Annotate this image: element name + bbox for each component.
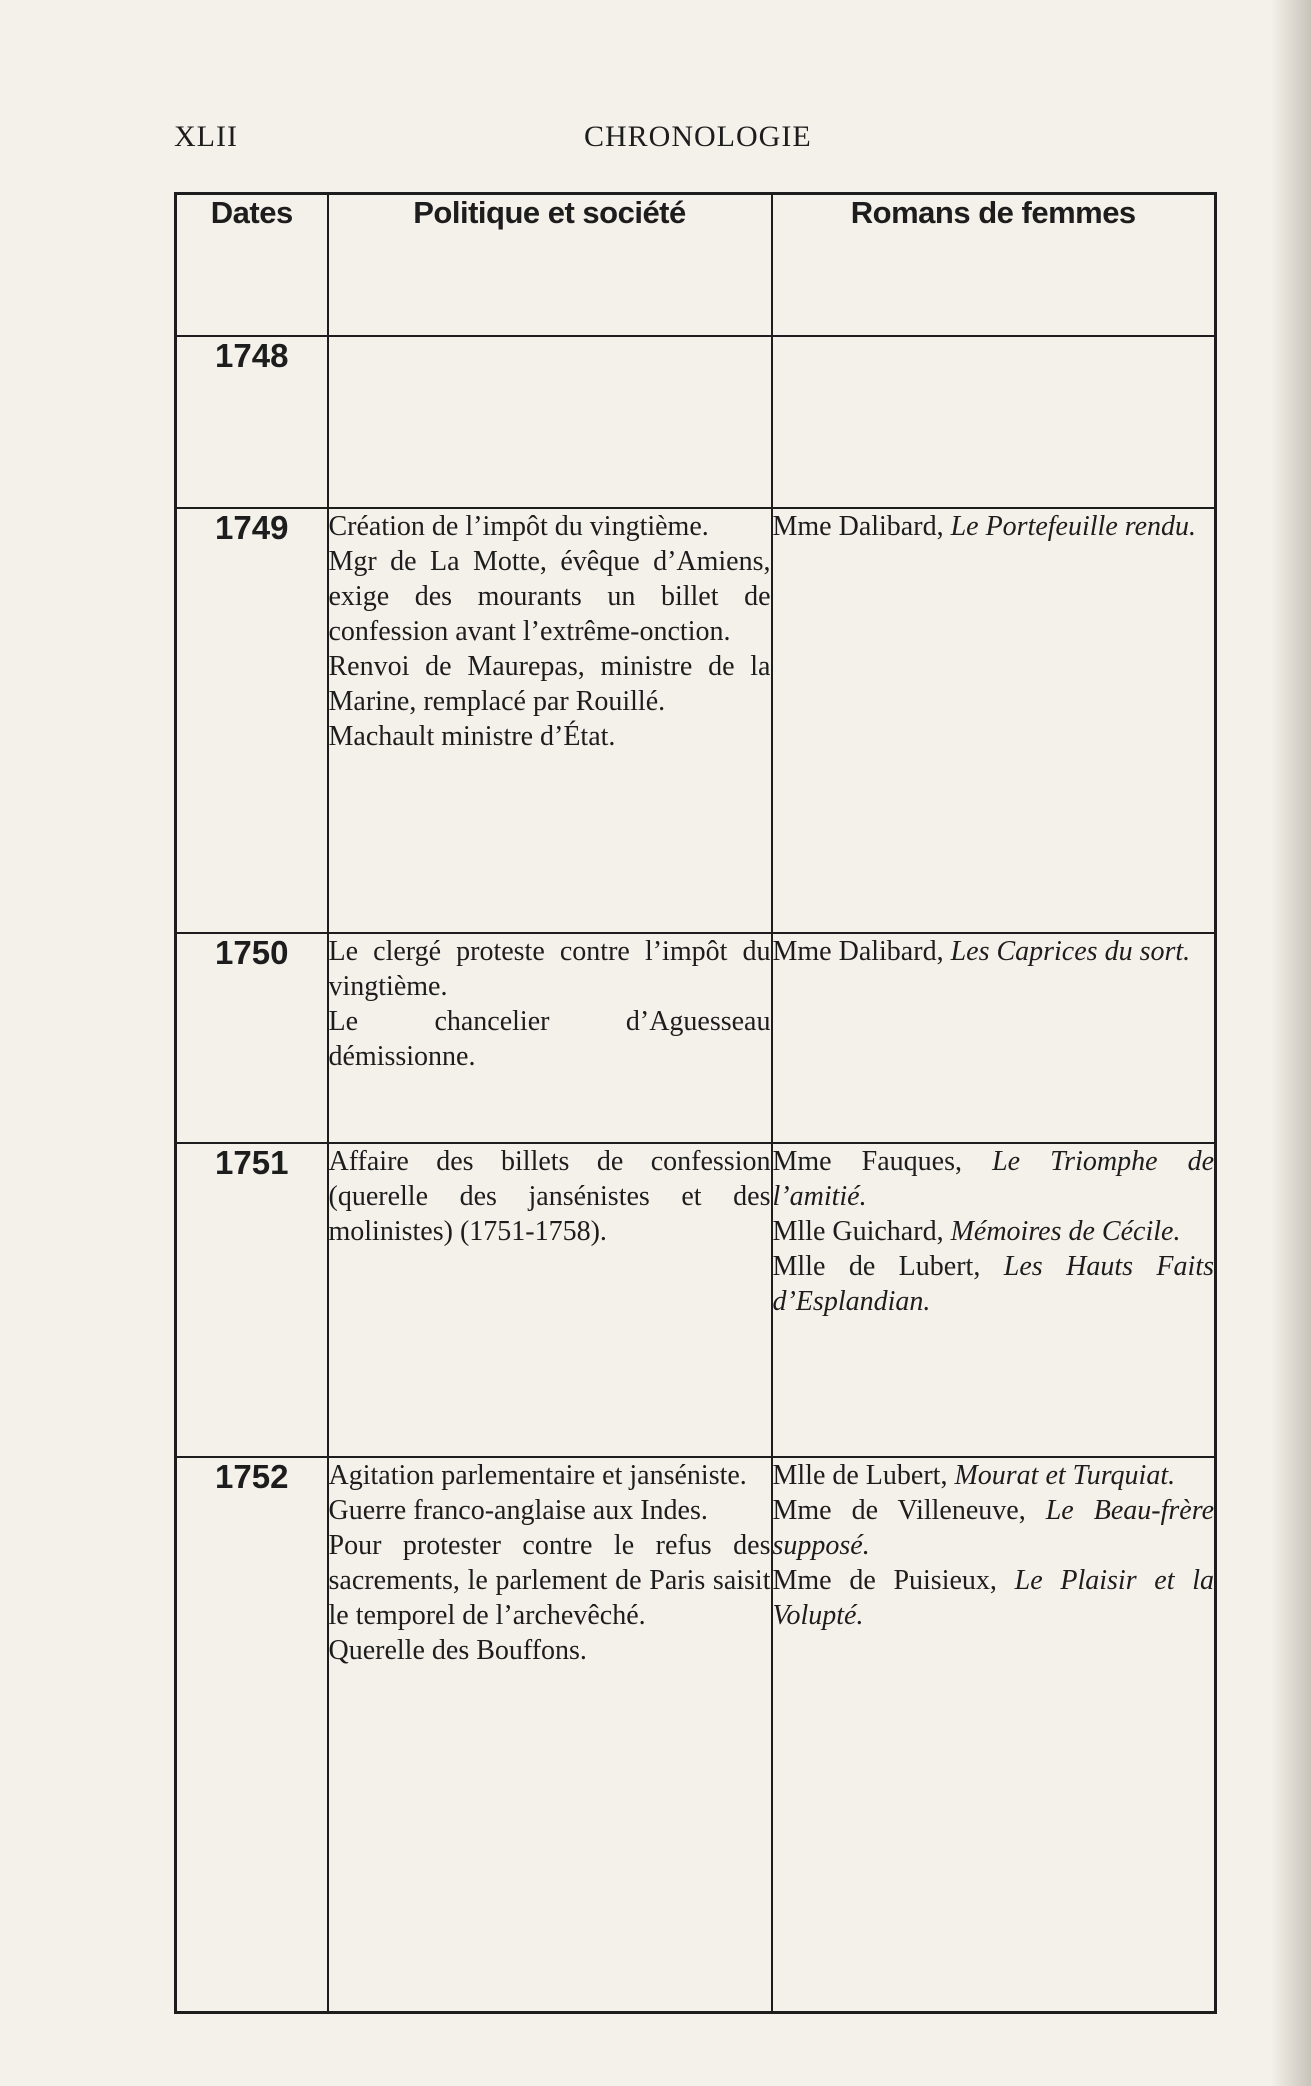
roman-entry: [773, 1144, 1215, 1214]
politique-entry: Affaire des billets de confession (querelle des jansénistes et des molinistes) (1751-1758).: [328, 1145, 771, 1247]
row-romans-cell: [772, 933, 1216, 1143]
roman-title: Mémoires de Cécile.: [950, 1215, 1181, 1247]
roman-entry: [773, 1249, 1215, 1319]
chronology-table: [174, 192, 1217, 2014]
table-row: [176, 1457, 1216, 2013]
roman-title: Le Portefeuille rendu.: [950, 510, 1197, 542]
roman-title: Les Caprices du sort.: [950, 935, 1191, 967]
politique-entry: Agitation parlementaire et janséniste.: [328, 1459, 747, 1491]
roman-title: Le Triomphe de l’amitié.: [772, 1145, 1214, 1212]
running-head: CHRONOLOGIE: [584, 120, 812, 153]
column-header-romans: Romans de femmes: [772, 194, 1216, 336]
table-row: [176, 933, 1216, 1143]
roman-entry: [773, 1493, 1215, 1563]
row-date: 1752: [176, 1457, 328, 2013]
row-romans-cell: [772, 1457, 1216, 2013]
roman-title: Mourat et Turquiat.: [954, 1459, 1176, 1491]
politique-entry: Le clergé proteste contre l’impôt du vingtième.: [328, 935, 771, 1002]
roman-entry: [773, 1563, 1215, 1633]
roman-author: Mlle Guichard,: [772, 1215, 944, 1247]
table-row: [176, 508, 1216, 933]
politique-entry: Mgr de La Motte, évêque d’Amiens, exige des mourants un billet de confession avant l’extrême-onction.: [328, 545, 771, 647]
column-header-politique: Politique et société: [328, 194, 772, 336]
page-folio: XLII: [174, 120, 238, 153]
roman-entry: [773, 509, 1215, 544]
roman-author: Mme Dalibard,: [772, 935, 944, 967]
row-romans-cell: [772, 508, 1216, 933]
roman-title: Les Hauts Faits d’Esplandian.: [772, 1250, 1214, 1317]
row-date: 1748: [176, 336, 328, 508]
row-date: 1750: [176, 933, 328, 1143]
roman-author: Mlle de Lubert,: [772, 1459, 948, 1491]
politique-entry: Création de l’impôt du vingtième.: [328, 510, 709, 542]
chronology-table-wrapper: [174, 192, 1214, 2020]
roman-entry: [773, 934, 1215, 969]
roman-entry: [773, 1214, 1215, 1249]
politique-entry: Le chancelier d’Aguesseau démissionne.: [328, 1005, 771, 1072]
row-politique-cell: [328, 1143, 772, 1457]
roman-author: Mlle de Lubert,: [772, 1250, 981, 1282]
table-row: [176, 1143, 1216, 1457]
roman-author: Mme de Villeneuve,: [772, 1494, 1026, 1526]
politique-entry: Renvoi de Maurepas, ministre de la Marine, remplacé par Rouillé.: [328, 650, 771, 717]
column-header-dates: Dates: [176, 194, 328, 336]
page-edge-shadow: [1271, 0, 1311, 2086]
politique-entry: Guerre franco-anglaise aux Indes.: [328, 1494, 708, 1526]
row-politique-cell: [328, 933, 772, 1143]
table-body: [176, 336, 1216, 2013]
roman-author: Mme Fauques,: [772, 1145, 962, 1177]
roman-author: Mme Dalibard,: [772, 510, 944, 542]
row-politique-cell: [328, 508, 772, 933]
row-politique-cell: [328, 1457, 772, 2013]
row-romans-cell: [772, 336, 1216, 508]
roman-entry: [773, 1458, 1215, 1493]
row-romans-cell: [772, 1143, 1216, 1457]
politique-entry: Pour protester contre le refus des sacrements, le parlement de Paris saisit le temporel de l’archevêché.: [328, 1529, 771, 1631]
roman-title: Le Beau-frère supposé.: [772, 1494, 1214, 1561]
page-header: [174, 120, 1214, 170]
row-date: 1751: [176, 1143, 328, 1457]
table-row: [176, 336, 1216, 508]
row-date: 1749: [176, 508, 328, 933]
roman-title: Le Plaisir et la Volupté.: [772, 1564, 1214, 1631]
row-politique-cell: [328, 336, 772, 508]
table-header-row: [176, 194, 1216, 336]
politique-entry: Machault ministre d’État.: [328, 720, 616, 752]
politique-entry: Querelle des Bouffons.: [328, 1634, 587, 1666]
roman-author: Mme de Puisieux,: [772, 1564, 997, 1596]
